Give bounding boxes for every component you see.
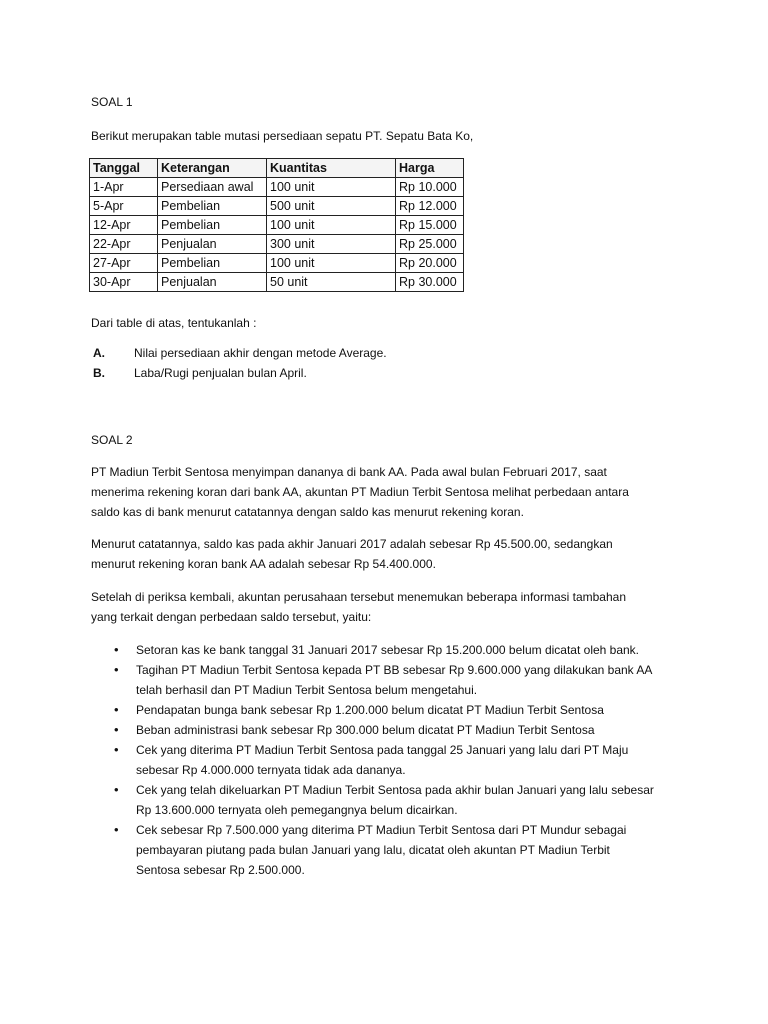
table-row [90,273,464,292]
cell-harga: Rp 25.000 [396,235,464,254]
bullet-line: sebesar Rp 4.000.000 ternyata tidak ada dananya. [136,763,406,777]
question-list [93,343,387,383]
cell-harga: Rp 15.000 [396,216,464,235]
cell-harga: Rp 30.000 [396,273,464,292]
list-item [93,343,387,363]
header-keterangan: Keterangan [158,159,267,178]
bullet-line: telah berhasil dan PT Madiun Terbit Sentosa belum mengetahui. [136,683,478,697]
cell-keterangan: Pembelian [158,216,267,235]
bullet-line: Setoran kas ke bank tanggal 31 Januari 2017 sebesar Rp 15.200.000 belum dicatat oleh bank. [136,643,640,657]
table-header-row [90,159,464,178]
cell-tanggal: 1-Apr [90,178,158,197]
bullet-line: Beban administrasi bank sebesar Rp 300.000 belum dicatat PT Madiun Terbit Sentosa [136,723,595,737]
list-item [114,820,674,880]
soal2-para2-line: menurut rekening koran bank AA adalah sebesar Rp 54.400.000. [91,557,436,571]
soal2-para3-line: yang terkait dengan perbedaan saldo tersebut, yaitu: [91,610,372,624]
soal1-intro: Berikut merupakan table mutasi persediaan sepatu PT. Sepatu Bata Ko, [91,129,474,143]
soal2-para1-line: saldo kas di bank menurut catatannya dengan saldo kas menurut rekening koran. [91,505,524,519]
list-item [114,660,674,700]
cell-keterangan: Pembelian [158,197,267,216]
cell-keterangan: Persediaan awal [158,178,267,197]
cell-tanggal: 5-Apr [90,197,158,216]
cell-keterangan: Penjualan [158,273,267,292]
question-text: Nilai persediaan akhir dengan metode Average. [134,346,387,360]
bullet-line: Rp 13.600.000 ternyata oleh pemegangnya belum dicairkan. [136,803,458,817]
cell-keterangan: Penjualan [158,235,267,254]
cell-harga: Rp 10.000 [396,178,464,197]
bullet-line: Cek yang diterima PT Madiun Terbit Sentosa pada tanggal 25 Januari yang lalu dari PT Maju [136,743,629,757]
soal2-para1-line: PT Madiun Terbit Sentosa menyimpan dananya di bank AA. Pada awal bulan Februari 2017, saat [91,465,607,479]
list-marker: B. [93,366,105,380]
cell-tanggal: 30-Apr [90,273,158,292]
table-row [90,216,464,235]
cell-kuantitas: 50 unit [267,273,396,292]
table-row [90,235,464,254]
header-kuantitas: Kuantitas [267,159,396,178]
cell-kuantitas: 300 unit [267,235,396,254]
bullet-line: Sentosa sebesar Rp 2.500.000. [136,863,305,877]
list-item [114,780,674,820]
header-tanggal: Tanggal [90,159,158,178]
cell-kuantitas: 100 unit [267,178,396,197]
soal2-title: SOAL 2 [91,433,133,447]
list-item [114,740,674,780]
list-marker: A. [93,346,105,360]
cell-tanggal: 12-Apr [90,216,158,235]
bullet-line: Tagihan PT Madiun Terbit Sentosa kepada PT BB sebesar Rp 9.600.000 yang dilakukan bank AA [136,663,653,677]
list-item [114,640,674,660]
cell-kuantitas: 100 unit [267,216,396,235]
cell-harga: Rp 12.000 [396,197,464,216]
soal1-title: SOAL 1 [91,95,133,109]
list-item [114,720,674,740]
table-row [90,178,464,197]
cell-keterangan: Pembelian [158,254,267,273]
info-bullet-list [114,640,674,880]
cell-tanggal: 22-Apr [90,235,158,254]
soal2-para1-line: menerima rekening koran dari bank AA, akuntan PT Madiun Terbit Sentosa melihat perbedaan antara [91,485,629,499]
cell-kuantitas: 100 unit [267,254,396,273]
bullet-line: pembayaran piutang pada bulan Januari yang lalu, dicatat oleh akuntan PT Madiun Terbit [136,843,610,857]
bullet-line: Cek yang telah dikeluarkan PT Madiun Terbit Sentosa pada akhir bulan Januari yang lalu sebesar [136,783,654,797]
table-row [90,197,464,216]
inventory-table [89,158,464,292]
soal2-para3-line: Setelah di periksa kembali, akuntan perusahaan tersebut menemukan beberapa informasi tambahan [91,590,626,604]
question-intro: Dari table di atas, tentukanlah : [91,316,257,330]
list-item [114,700,674,720]
bullet-line: Pendapatan bunga bank sebesar Rp 1.200.000 belum dicatat PT Madiun Terbit Sentosa [136,703,604,717]
table-row [90,254,464,273]
header-harga: Harga [396,159,464,178]
question-text: Laba/Rugi penjualan bulan April. [134,366,307,380]
bullet-line: Cek sebesar Rp 7.500.000 yang diterima PT Madiun Terbit Sentosa dari PT Mundur sebagai [136,823,627,837]
soal2-para2-line: Menurut catatannya, saldo kas pada akhir Januari 2017 adalah sebesar Rp 45.500.00, sedangkan [91,537,613,551]
cell-kuantitas: 500 unit [267,197,396,216]
cell-tanggal: 27-Apr [90,254,158,273]
cell-harga: Rp 20.000 [396,254,464,273]
list-item [93,363,387,383]
